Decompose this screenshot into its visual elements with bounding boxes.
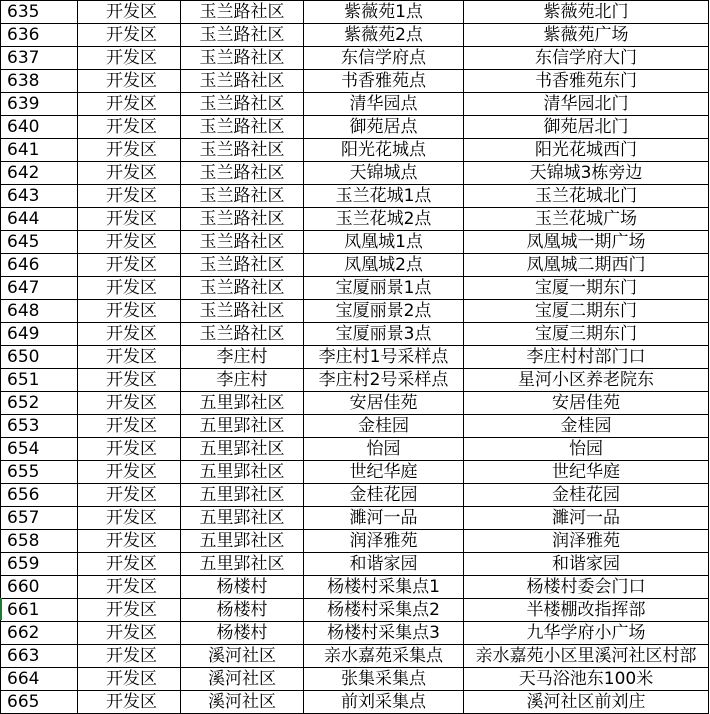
cell-district[interactable]: 开发区 — [78, 369, 181, 392]
cell-community[interactable]: 玉兰路社区 — [181, 208, 304, 231]
cell-district[interactable]: 开发区 — [78, 1, 181, 24]
table-row — [1, 553, 709, 576]
cell-location[interactable]: 宝厦三期东门 — [464, 323, 709, 346]
row-selection-marker — [0, 598, 2, 620]
cell-number[interactable]: 654 — [1, 438, 78, 461]
cell-location[interactable]: 世纪华庭 — [464, 461, 709, 484]
cell-site[interactable]: 张集采集点 — [304, 668, 464, 691]
cell-number[interactable]: 642 — [1, 162, 78, 185]
cell-site[interactable]: 凤凰城2点 — [304, 254, 464, 277]
cell-site[interactable]: 宝厦丽景1点 — [304, 277, 464, 300]
cell-number[interactable]: 662 — [1, 622, 78, 645]
cell-community[interactable]: 玉兰路社区 — [181, 47, 304, 70]
cell-community[interactable]: 五里郢社区 — [181, 438, 304, 461]
cell-community[interactable]: 李庄村 — [181, 369, 304, 392]
cell-district[interactable]: 开发区 — [78, 691, 181, 714]
cell-district[interactable]: 开发区 — [78, 277, 181, 300]
cell-district[interactable]: 开发区 — [78, 346, 181, 369]
cell-location[interactable]: 书香雅苑东门 — [464, 70, 709, 93]
cell-number[interactable]: 655 — [1, 461, 78, 484]
cell-district[interactable]: 开发区 — [78, 576, 181, 599]
cell-community[interactable]: 玉兰路社区 — [181, 300, 304, 323]
table-row — [1, 277, 709, 300]
cell-number[interactable]: 648 — [1, 300, 78, 323]
cell-number[interactable]: 651 — [1, 369, 78, 392]
table-row — [1, 300, 709, 323]
table-row — [1, 530, 709, 553]
cell-number[interactable]: 647 — [1, 277, 78, 300]
cell-district[interactable]: 开发区 — [78, 93, 181, 116]
cell-location[interactable]: 和谐家园 — [464, 553, 709, 576]
cell-site[interactable]: 李庄村1号采样点 — [304, 346, 464, 369]
cell-number[interactable]: 659 — [1, 553, 78, 576]
cell-site[interactable]: 和谐家园 — [304, 553, 464, 576]
cell-location[interactable]: 润泽雅苑 — [464, 530, 709, 553]
table-row — [1, 93, 709, 116]
cell-community[interactable]: 五里郢社区 — [181, 507, 304, 530]
cell-location[interactable]: 星河小区养老院东 — [464, 369, 709, 392]
cell-location[interactable]: 阳光花城西门 — [464, 139, 709, 162]
table-row — [1, 47, 709, 70]
table-row — [1, 116, 709, 139]
table-row — [1, 1, 709, 24]
cell-community[interactable]: 玉兰路社区 — [181, 323, 304, 346]
cell-district[interactable]: 开发区 — [78, 622, 181, 645]
cell-location[interactable]: 玉兰花城北门 — [464, 185, 709, 208]
cell-number[interactable]: 637 — [1, 47, 78, 70]
cell-community[interactable]: 李庄村 — [181, 346, 304, 369]
cell-site[interactable]: 凤凰城1点 — [304, 231, 464, 254]
cell-district[interactable]: 开发区 — [78, 300, 181, 323]
cell-number[interactable]: 644 — [1, 208, 78, 231]
cell-location[interactable]: 濉河一品 — [464, 507, 709, 530]
cell-location[interactable]: 李庄村村部门口 — [464, 346, 709, 369]
cell-location[interactable]: 亲水嘉苑小区里溪河社区村部 — [464, 645, 709, 668]
cell-site[interactable]: 紫薇苑2点 — [304, 24, 464, 47]
cell-location[interactable]: 东信学府大门 — [464, 47, 709, 70]
cell-number[interactable]: 645 — [1, 231, 78, 254]
cell-community[interactable]: 五里郢社区 — [181, 415, 304, 438]
table-body — [1, 1, 709, 714]
cell-site[interactable]: 亲水嘉苑采集点 — [304, 645, 464, 668]
cell-number[interactable]: 643 — [1, 185, 78, 208]
cell-location[interactable]: 御苑居北门 — [464, 116, 709, 139]
table-row — [1, 622, 709, 645]
table-row — [1, 691, 709, 714]
table-row — [1, 346, 709, 369]
cell-community[interactable]: 杨楼村 — [181, 622, 304, 645]
cell-community[interactable]: 玉兰路社区 — [181, 116, 304, 139]
cell-district[interactable]: 开发区 — [78, 47, 181, 70]
cell-district[interactable]: 开发区 — [78, 530, 181, 553]
cell-community[interactable]: 玉兰路社区 — [181, 277, 304, 300]
cell-location[interactable]: 紫薇苑广场 — [464, 24, 709, 47]
cell-number[interactable]: 658 — [1, 530, 78, 553]
cell-location[interactable]: 安居佳苑 — [464, 392, 709, 415]
cell-site[interactable]: 宝厦丽景2点 — [304, 300, 464, 323]
cell-district[interactable]: 开发区 — [78, 323, 181, 346]
cell-community[interactable]: 玉兰路社区 — [181, 70, 304, 93]
table-row — [1, 438, 709, 461]
cell-community[interactable]: 五里郢社区 — [181, 461, 304, 484]
cell-number[interactable]: 649 — [1, 323, 78, 346]
cell-community[interactable]: 溪河社区 — [181, 645, 304, 668]
cell-site[interactable]: 天锦城点 — [304, 162, 464, 185]
cell-district[interactable]: 开发区 — [78, 139, 181, 162]
cell-district[interactable]: 开发区 — [78, 231, 181, 254]
cell-community[interactable]: 玉兰路社区 — [181, 93, 304, 116]
table-row — [1, 576, 709, 599]
cell-number[interactable]: 653 — [1, 415, 78, 438]
cell-number[interactable]: 641 — [1, 139, 78, 162]
cell-district[interactable]: 开发区 — [78, 599, 181, 622]
cell-community[interactable]: 五里郢社区 — [181, 484, 304, 507]
cell-district[interactable]: 开发区 — [78, 208, 181, 231]
cell-number[interactable]: 656 — [1, 484, 78, 507]
cell-district[interactable]: 开发区 — [78, 162, 181, 185]
cell-location[interactable]: 宝厦二期东门 — [464, 300, 709, 323]
cell-site[interactable]: 前刘采集点 — [304, 691, 464, 714]
table-row — [1, 484, 709, 507]
cell-site[interactable]: 阳光花城点 — [304, 139, 464, 162]
cell-district[interactable]: 开发区 — [78, 553, 181, 576]
table-row — [1, 645, 709, 668]
cell-district[interactable]: 开发区 — [78, 254, 181, 277]
cell-community[interactable]: 玉兰路社区 — [181, 185, 304, 208]
cell-site[interactable]: 宝厦丽景3点 — [304, 323, 464, 346]
cell-number[interactable]: 650 — [1, 346, 78, 369]
cell-site[interactable]: 润泽雅苑 — [304, 530, 464, 553]
table-row — [1, 208, 709, 231]
cell-site[interactable]: 玉兰花城2点 — [304, 208, 464, 231]
cell-site[interactable]: 书香雅苑点 — [304, 70, 464, 93]
cell-number[interactable]: 652 — [1, 392, 78, 415]
cell-site[interactable]: 怡园 — [304, 438, 464, 461]
cell-location[interactable]: 天锦城3栋旁边 — [464, 162, 709, 185]
cell-site[interactable]: 清华园点 — [304, 93, 464, 116]
cell-community[interactable]: 杨楼村 — [181, 576, 304, 599]
cell-community[interactable]: 玉兰路社区 — [181, 139, 304, 162]
cell-number[interactable]: 665 — [1, 691, 78, 714]
cell-community[interactable]: 溪河社区 — [181, 668, 304, 691]
cell-location[interactable]: 天马浴池东100米 — [464, 668, 709, 691]
cell-district[interactable]: 开发区 — [78, 415, 181, 438]
cell-location[interactable]: 凤凰城二期西门 — [464, 254, 709, 277]
table-row — [1, 231, 709, 254]
cell-district[interactable]: 开发区 — [78, 507, 181, 530]
cell-location[interactable]: 杨楼村委会门口 — [464, 576, 709, 599]
cell-number[interactable]: 646 — [1, 254, 78, 277]
cell-site[interactable]: 世纪华庭 — [304, 461, 464, 484]
cell-site[interactable]: 濉河一品 — [304, 507, 464, 530]
cell-district[interactable]: 开发区 — [78, 645, 181, 668]
table-row — [1, 24, 709, 47]
cell-site[interactable]: 安居佳苑 — [304, 392, 464, 415]
cell-district[interactable]: 开发区 — [78, 392, 181, 415]
cell-district[interactable]: 开发区 — [78, 24, 181, 47]
table-row — [1, 185, 709, 208]
cell-number[interactable]: 663 — [1, 645, 78, 668]
cell-location[interactable]: 凤凰城一期广场 — [464, 231, 709, 254]
cell-site[interactable]: 杨楼村采集点1 — [304, 576, 464, 599]
cell-district[interactable]: 开发区 — [78, 438, 181, 461]
cell-location[interactable]: 怡园 — [464, 438, 709, 461]
table-row — [1, 70, 709, 93]
cell-location[interactable]: 宝厦一期东门 — [464, 277, 709, 300]
cell-site[interactable]: 东信学府点 — [304, 47, 464, 70]
table-row — [1, 323, 709, 346]
table-row — [1, 162, 709, 185]
table-row — [1, 415, 709, 438]
cell-community[interactable]: 杨楼村 — [181, 599, 304, 622]
cell-district[interactable]: 开发区 — [78, 668, 181, 691]
table-row — [1, 139, 709, 162]
cell-location[interactable]: 金桂园 — [464, 415, 709, 438]
cell-site[interactable]: 杨楼村采集点2 — [304, 599, 464, 622]
table-row — [1, 461, 709, 484]
cell-community[interactable]: 玉兰路社区 — [181, 1, 304, 24]
cell-location[interactable]: 紫薇苑北门 — [464, 1, 709, 24]
table-row — [1, 599, 709, 622]
table-row — [1, 392, 709, 415]
cell-location[interactable]: 半楼棚改指挥部 — [464, 599, 709, 622]
cell-district[interactable]: 开发区 — [78, 185, 181, 208]
cell-site[interactable]: 金桂园 — [304, 415, 464, 438]
cell-community[interactable]: 玉兰路社区 — [181, 162, 304, 185]
table-row — [1, 369, 709, 392]
cell-number[interactable]: 639 — [1, 93, 78, 116]
cell-site[interactable]: 李庄村2号采样点 — [304, 369, 464, 392]
cell-site[interactable]: 金桂花园 — [304, 484, 464, 507]
cell-number[interactable]: 638 — [1, 70, 78, 93]
cell-site[interactable]: 紫薇苑1点 — [304, 1, 464, 24]
cell-number[interactable]: 635 — [1, 1, 78, 24]
table-row — [1, 507, 709, 530]
cell-community[interactable]: 五里郢社区 — [181, 392, 304, 415]
cell-site[interactable]: 御苑居点 — [304, 116, 464, 139]
cell-number[interactable]: 660 — [1, 576, 78, 599]
cell-district[interactable]: 开发区 — [78, 116, 181, 139]
cell-number[interactable]: 661 — [1, 599, 78, 622]
cell-number[interactable]: 640 — [1, 116, 78, 139]
cell-site[interactable]: 杨楼村采集点3 — [304, 622, 464, 645]
cell-community[interactable]: 五里郢社区 — [181, 530, 304, 553]
cell-location[interactable]: 玉兰花城广场 — [464, 208, 709, 231]
cell-district[interactable]: 开发区 — [78, 70, 181, 93]
cell-number[interactable]: 657 — [1, 507, 78, 530]
cell-site[interactable]: 玉兰花城1点 — [304, 185, 464, 208]
table-row — [1, 668, 709, 691]
cell-community[interactable]: 溪河社区 — [181, 691, 304, 714]
cell-community[interactable]: 玉兰路社区 — [181, 24, 304, 47]
cell-district[interactable]: 开发区 — [78, 461, 181, 484]
cell-location[interactable]: 九华学府小广场 — [464, 622, 709, 645]
cell-number[interactable]: 664 — [1, 668, 78, 691]
cell-community[interactable]: 五里郢社区 — [181, 553, 304, 576]
cell-district[interactable]: 开发区 — [78, 484, 181, 507]
cell-community[interactable]: 玉兰路社区 — [181, 231, 304, 254]
table-row — [1, 254, 709, 277]
cell-location[interactable]: 金桂花园 — [464, 484, 709, 507]
cell-number[interactable]: 636 — [1, 24, 78, 47]
cell-location[interactable]: 清华园北门 — [464, 93, 709, 116]
cell-location[interactable]: 溪河社区前刘庄 — [464, 691, 709, 714]
cell-community[interactable]: 玉兰路社区 — [181, 254, 304, 277]
